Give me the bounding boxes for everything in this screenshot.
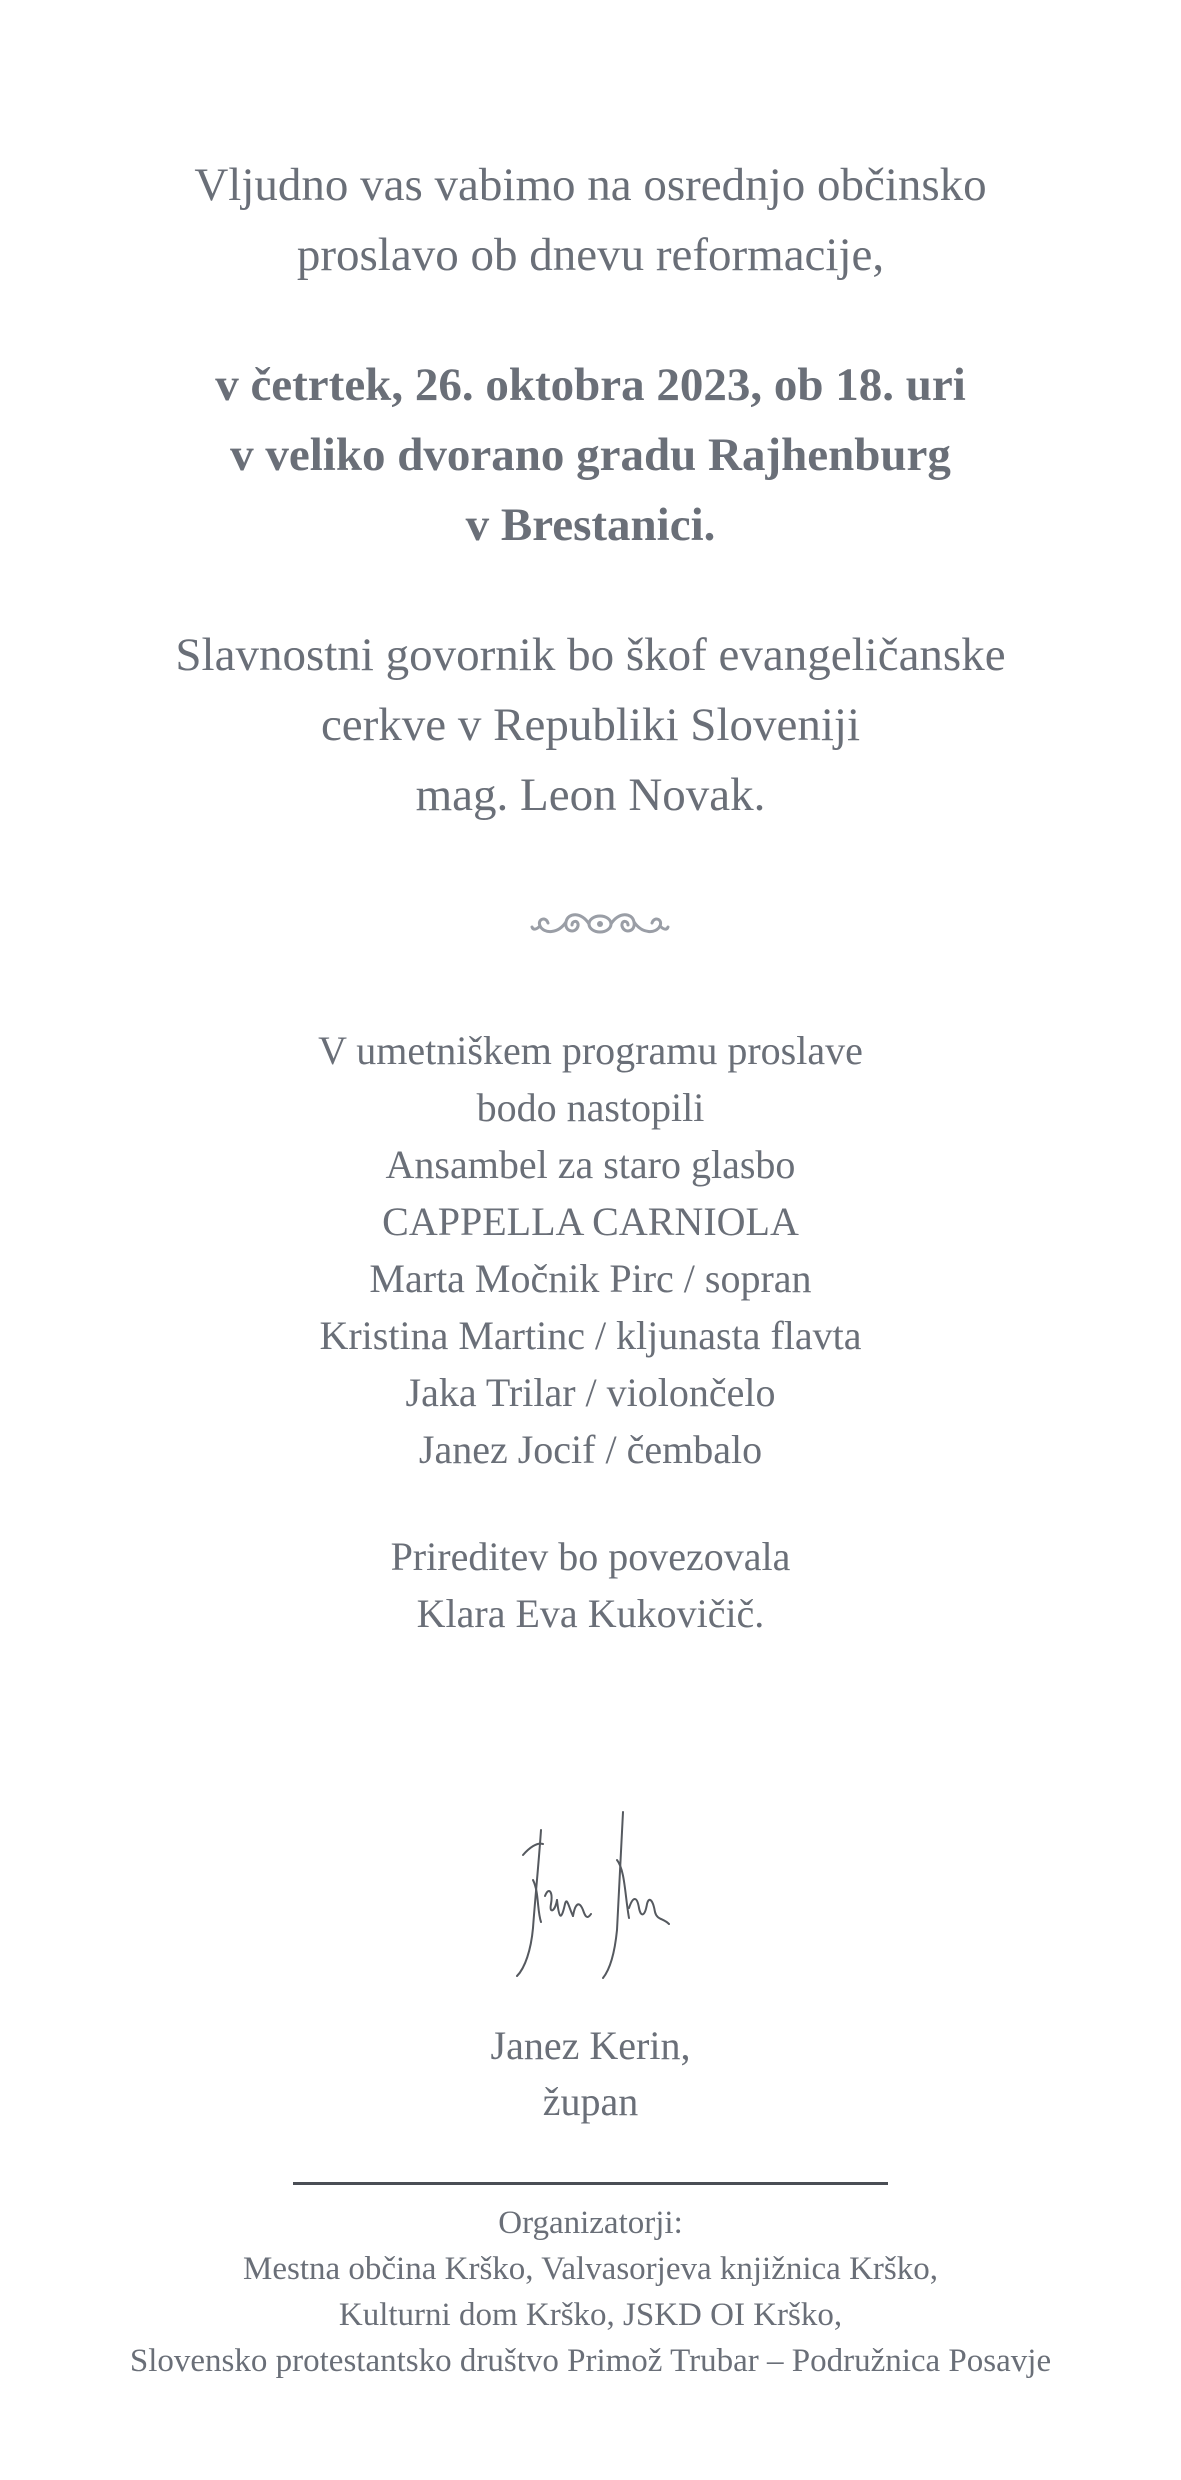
performer-line: Jaka Trilar / violončelo xyxy=(405,1370,776,1415)
invitation-text xyxy=(0,150,1181,290)
event-date: v četrtek, 26. oktobra 2023, ob 18. uri xyxy=(215,359,966,411)
organizer-line: Slovensko protestantsko društvo Primož Trubar – Podružnica Posavje xyxy=(129,2343,1052,2379)
keynote-speaker xyxy=(0,620,1181,830)
performer-line: Janez Jocif / čembalo xyxy=(418,1427,763,1472)
organizer-line: Mestna občina Krško, Valvasorjeva knjižnica Krško, xyxy=(243,2251,938,2287)
invitation-line: proslavo ob dnevu reformacije, xyxy=(296,229,885,281)
signatory xyxy=(0,2018,1181,2130)
organizer-line: Kulturni dom Krško, JSKD OI Krško, xyxy=(338,2297,843,2333)
speaker-line: cerkve v Republiki Sloveniji xyxy=(320,699,861,751)
organizers xyxy=(0,2200,1181,2384)
artistic-program xyxy=(0,1022,1181,1478)
flourish-ornament-icon xyxy=(530,900,670,948)
event-venue: v veliko dvorano gradu Rajhenburg xyxy=(230,429,951,481)
speaker-line: Slavnostni govornik bo škof evangeličanske xyxy=(175,629,1006,681)
program-line: bodo nastopili xyxy=(476,1085,705,1130)
divider xyxy=(293,2182,888,2185)
host-name: Klara Eva Kukovičič. xyxy=(416,1591,765,1636)
event-host xyxy=(0,1528,1181,1642)
host-line: Prireditev bo povezovala xyxy=(390,1534,791,1579)
event-date-location xyxy=(0,350,1181,560)
handwritten-signature-icon xyxy=(495,1800,695,1990)
signatory-title: župan xyxy=(542,2079,639,2124)
ensemble-name: CAPPELLA CARNIOLA xyxy=(382,1199,799,1244)
performer-line: Kristina Martinc / kljunasta flavta xyxy=(319,1313,862,1358)
speaker-name: mag. Leon Novak. xyxy=(415,769,766,821)
event-town: v Brestanici. xyxy=(465,499,716,551)
invitation-line: Vljudno vas vabimo na osrednjo občinsko xyxy=(194,159,987,211)
performer-line: Marta Močnik Pirc / sopran xyxy=(369,1256,812,1301)
program-line: V umetniškem programu proslave xyxy=(318,1028,863,1073)
organizers-heading: Organizatorji: xyxy=(498,2205,683,2241)
program-line: Ansambel za staro glasbo xyxy=(385,1142,796,1187)
signatory-name: Janez Kerin, xyxy=(490,2023,691,2068)
